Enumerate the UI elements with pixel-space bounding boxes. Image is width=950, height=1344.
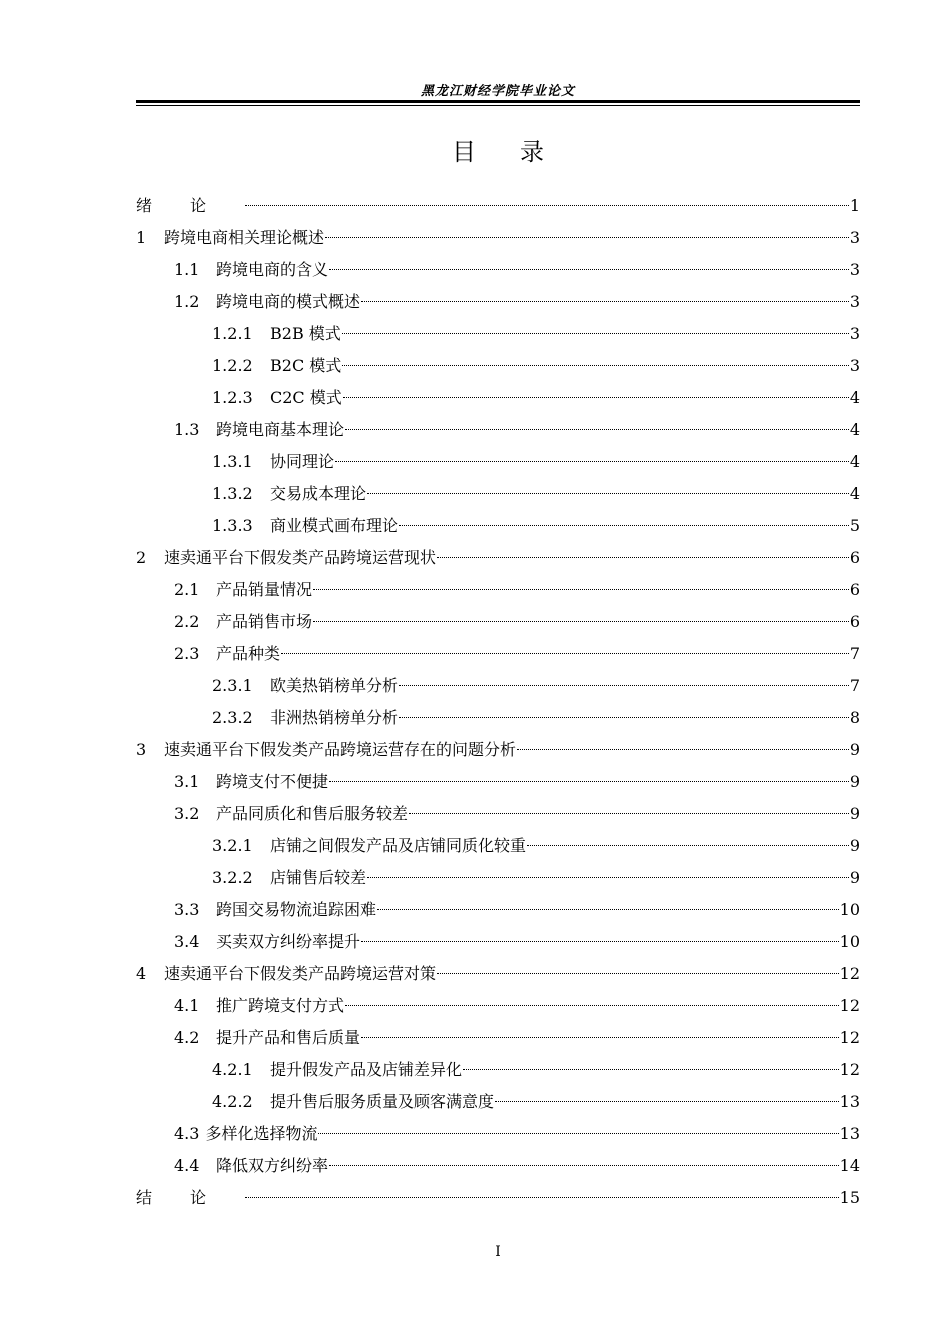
toc-entry-label: 速卖通平台下假发类产品跨境运营存在的问题分析 xyxy=(164,740,517,759)
toc-entry[interactable] xyxy=(136,766,860,798)
toc-entry-page: 14 xyxy=(839,1156,860,1175)
dot-leader xyxy=(325,237,849,238)
toc-entry-page: 9 xyxy=(849,804,860,823)
toc-entry-label: 产品种类 xyxy=(216,644,281,663)
toc-entry-label: 跨境电商的模式概述 xyxy=(216,292,361,311)
toc-entry-page: 10 xyxy=(839,932,860,951)
toc-entry[interactable] xyxy=(136,702,860,734)
dot-leader xyxy=(361,1037,839,1038)
toc-entry[interactable] xyxy=(136,318,860,350)
toc-entry[interactable] xyxy=(136,1086,860,1118)
toc-entry-number: 1.2.3 xyxy=(212,388,253,407)
toc-entry-label: 跨境电商基本理论 xyxy=(216,420,345,439)
toc-entry-label: 提升产品和售后质量 xyxy=(216,1028,361,1047)
toc-entry-page: 3 xyxy=(849,356,860,375)
toc-entry[interactable] xyxy=(136,478,860,510)
toc-entry-page: 6 xyxy=(849,580,860,599)
toc-entry-number: 3.2 xyxy=(174,804,200,823)
toc-entry-page: 4 xyxy=(849,484,860,503)
toc-entry-page: 9 xyxy=(849,740,860,759)
toc-entry-page: 13 xyxy=(839,1092,860,1111)
toc-entry-page: 5 xyxy=(849,516,860,535)
dot-leader xyxy=(437,557,849,558)
toc-entry-page: 10 xyxy=(839,900,860,919)
toc-entry[interactable] xyxy=(136,958,860,990)
toc-entry[interactable] xyxy=(136,606,860,638)
toc-entry-label: 协同理论 xyxy=(270,452,335,471)
toc-entry-number: 2.1 xyxy=(174,580,200,599)
dot-leader xyxy=(318,1133,838,1134)
running-header: 黑龙江财经学院毕业论文 xyxy=(420,84,575,99)
toc-entry[interactable] xyxy=(136,1182,860,1214)
toc-entry[interactable] xyxy=(136,1150,860,1182)
dot-leader xyxy=(313,621,849,622)
toc-entry-label: 店铺售后较差 xyxy=(270,868,367,887)
toc-entry[interactable] xyxy=(136,1118,860,1150)
toc-entry-number: 3.2.2 xyxy=(212,868,253,887)
toc-entry[interactable] xyxy=(136,222,860,254)
toc-entry-number: 2.2 xyxy=(174,612,200,631)
dot-leader xyxy=(313,589,849,590)
dot-leader xyxy=(527,845,849,846)
toc-entry[interactable] xyxy=(136,734,860,766)
toc-entry-number: 1 xyxy=(136,228,147,247)
toc-entry-number: 1.3 xyxy=(174,420,200,439)
toc-entry-page: 4 xyxy=(849,452,860,471)
toc-entry-label: 速卖通平台下假发类产品跨境运营现状 xyxy=(164,548,437,567)
toc-entry[interactable] xyxy=(136,670,860,702)
toc-entry[interactable] xyxy=(136,862,860,894)
dot-leader xyxy=(409,813,849,814)
toc-entry[interactable] xyxy=(136,190,860,222)
dot-leader xyxy=(329,269,849,270)
dot-leader xyxy=(329,781,849,782)
toc-entry[interactable] xyxy=(136,382,860,414)
toc-entry[interactable] xyxy=(136,510,860,542)
toc-entry-page: 3 xyxy=(849,228,860,247)
toc-entry-label: 产品销售市场 xyxy=(216,612,313,631)
toc-entry-label: B2B 模式 xyxy=(270,324,341,343)
header-rule-thin xyxy=(136,105,860,106)
toc-entry-label: 提升假发产品及店铺差异化 xyxy=(270,1060,463,1079)
toc-entry-page: 13 xyxy=(839,1124,860,1143)
toc-entry-number: 1.2.2 xyxy=(212,356,253,375)
toc-entry-label: 跨境电商的含义 xyxy=(216,260,329,279)
toc-entry-label: 交易成本理论 xyxy=(270,484,367,503)
dot-leader xyxy=(345,429,849,430)
toc-entry-number: 4.2.2 xyxy=(212,1092,253,1111)
toc-entry-page: 9 xyxy=(849,836,860,855)
toc-entry-number: 3.4 xyxy=(174,932,200,951)
dot-leader xyxy=(361,301,849,302)
toc-entry-label: 商业模式画布理论 xyxy=(270,516,399,535)
toc-entry[interactable] xyxy=(136,1022,860,1054)
toc-entry-page: 15 xyxy=(839,1188,860,1207)
toc-entry-page: 12 xyxy=(839,964,860,983)
table-of-contents xyxy=(136,190,860,1214)
toc-entry-number: 1.2 xyxy=(174,292,200,311)
toc-entry-label: 店铺之间假发产品及店铺同质化较重 xyxy=(270,836,527,855)
dot-leader xyxy=(345,1005,839,1006)
toc-entry-label: 产品销量情况 xyxy=(216,580,313,599)
toc-entry-number: 4.1 xyxy=(174,996,200,1015)
toc-entry-label: 非洲热销榜单分析 xyxy=(270,708,399,727)
toc-entry-label: 产品同质化和售后服务较差 xyxy=(216,804,409,823)
toc-entry-label: 速卖通平台下假发类产品跨境运营对策 xyxy=(164,964,437,983)
toc-entry-label: 结论 xyxy=(136,1188,245,1207)
dot-leader xyxy=(399,525,849,526)
header-rule-thick xyxy=(136,100,860,103)
toc-entry-page: 3 xyxy=(849,292,860,311)
dot-leader xyxy=(342,333,849,334)
toc-entry-number: 4.2.1 xyxy=(212,1060,253,1079)
dot-leader xyxy=(495,1101,839,1102)
toc-entry-number: 4.4 xyxy=(174,1156,200,1175)
toc-entry-number: 2.3.2 xyxy=(212,708,253,727)
dot-leader xyxy=(335,461,849,462)
toc-entry-number: 2 xyxy=(136,548,147,567)
toc-entry[interactable] xyxy=(136,798,860,830)
toc-entry-number: 3.3 xyxy=(174,900,200,919)
toc-entry-label: 降低双方纠纷率 xyxy=(216,1156,329,1175)
toc-entry[interactable] xyxy=(136,638,860,670)
toc-entry-number: 3 xyxy=(136,740,147,759)
dot-leader xyxy=(245,205,849,206)
toc-entry-number: 1.3.3 xyxy=(212,516,253,535)
toc-entry-number: 4.3 xyxy=(174,1124,200,1143)
toc-entry-number: 1.1 xyxy=(174,260,200,279)
toc-entry-label: 跨国交易物流追踪困难 xyxy=(216,900,377,919)
toc-entry-number: 1.3.2 xyxy=(212,484,253,503)
toc-entry-page: 12 xyxy=(839,996,860,1015)
toc-entry[interactable] xyxy=(136,574,860,606)
toc-entry[interactable] xyxy=(136,830,860,862)
dot-leader xyxy=(463,1069,839,1070)
toc-entry-page: 4 xyxy=(849,420,860,439)
dot-leader xyxy=(342,365,849,366)
toc-entry-number: 3.2.1 xyxy=(212,836,253,855)
toc-entry[interactable] xyxy=(136,254,860,286)
toc-title: 目录 xyxy=(452,138,588,166)
dot-leader xyxy=(367,877,849,878)
toc-entry[interactable] xyxy=(136,894,860,926)
dot-leader xyxy=(361,941,839,942)
dot-leader xyxy=(377,909,839,910)
toc-entry-page: 7 xyxy=(849,676,860,695)
page-number: I xyxy=(495,1244,501,1260)
toc-entry-label: 欧美热销榜单分析 xyxy=(270,676,399,695)
dot-leader xyxy=(399,717,849,718)
dot-leader xyxy=(281,653,849,654)
toc-entry-page: 6 xyxy=(849,612,860,631)
toc-entry-number: 1.2.1 xyxy=(212,324,253,343)
toc-entry-page: 3 xyxy=(849,260,860,279)
toc-entry-page: 12 xyxy=(839,1028,860,1047)
dot-leader xyxy=(329,1165,839,1166)
toc-entry[interactable] xyxy=(136,446,860,478)
toc-entry-label: 跨境电商相关理论概述 xyxy=(164,228,325,247)
dot-leader xyxy=(367,493,849,494)
toc-entry[interactable] xyxy=(136,350,860,382)
toc-entry-page: 8 xyxy=(849,708,860,727)
toc-entry-number: 4.2 xyxy=(174,1028,200,1047)
dot-leader xyxy=(343,397,849,398)
dot-leader xyxy=(399,685,849,686)
toc-entry-label: B2C 模式 xyxy=(270,356,342,375)
toc-entry-label: 买卖双方纠纷率提升 xyxy=(216,932,361,951)
toc-entry-label: 绪论 xyxy=(136,196,245,215)
toc-entry[interactable] xyxy=(136,990,860,1022)
toc-entry-label: 推广跨境支付方式 xyxy=(216,996,345,1015)
toc-entry-number: 3.1 xyxy=(174,772,200,791)
toc-entry-page: 4 xyxy=(849,388,860,407)
toc-entry-page: 6 xyxy=(849,548,860,567)
dot-leader xyxy=(517,749,849,750)
dot-leader xyxy=(437,973,839,974)
toc-entry-label: 提升售后服务质量及顾客满意度 xyxy=(270,1092,495,1111)
toc-entry[interactable] xyxy=(136,414,860,446)
toc-entry-number: 1.3.1 xyxy=(212,452,253,471)
toc-entry-page: 9 xyxy=(849,772,860,791)
toc-entry[interactable] xyxy=(136,286,860,318)
toc-entry-label: C2C 模式 xyxy=(270,388,342,407)
toc-entry[interactable] xyxy=(136,1054,860,1086)
toc-entry-page: 7 xyxy=(849,644,860,663)
toc-entry-label: 多样化选择物流 xyxy=(205,1124,318,1143)
dot-leader xyxy=(245,1197,839,1198)
toc-entry[interactable] xyxy=(136,926,860,958)
toc-entry-page: 12 xyxy=(839,1060,860,1079)
toc-entry[interactable] xyxy=(136,542,860,574)
toc-entry-number: 4 xyxy=(136,964,147,983)
toc-entry-page: 1 xyxy=(849,196,860,215)
toc-entry-page: 3 xyxy=(849,324,860,343)
toc-entry-number: 2.3 xyxy=(174,644,200,663)
toc-entry-number: 2.3.1 xyxy=(212,676,253,695)
toc-entry-label: 跨境支付不便捷 xyxy=(216,772,329,791)
toc-entry-page: 9 xyxy=(849,868,860,887)
